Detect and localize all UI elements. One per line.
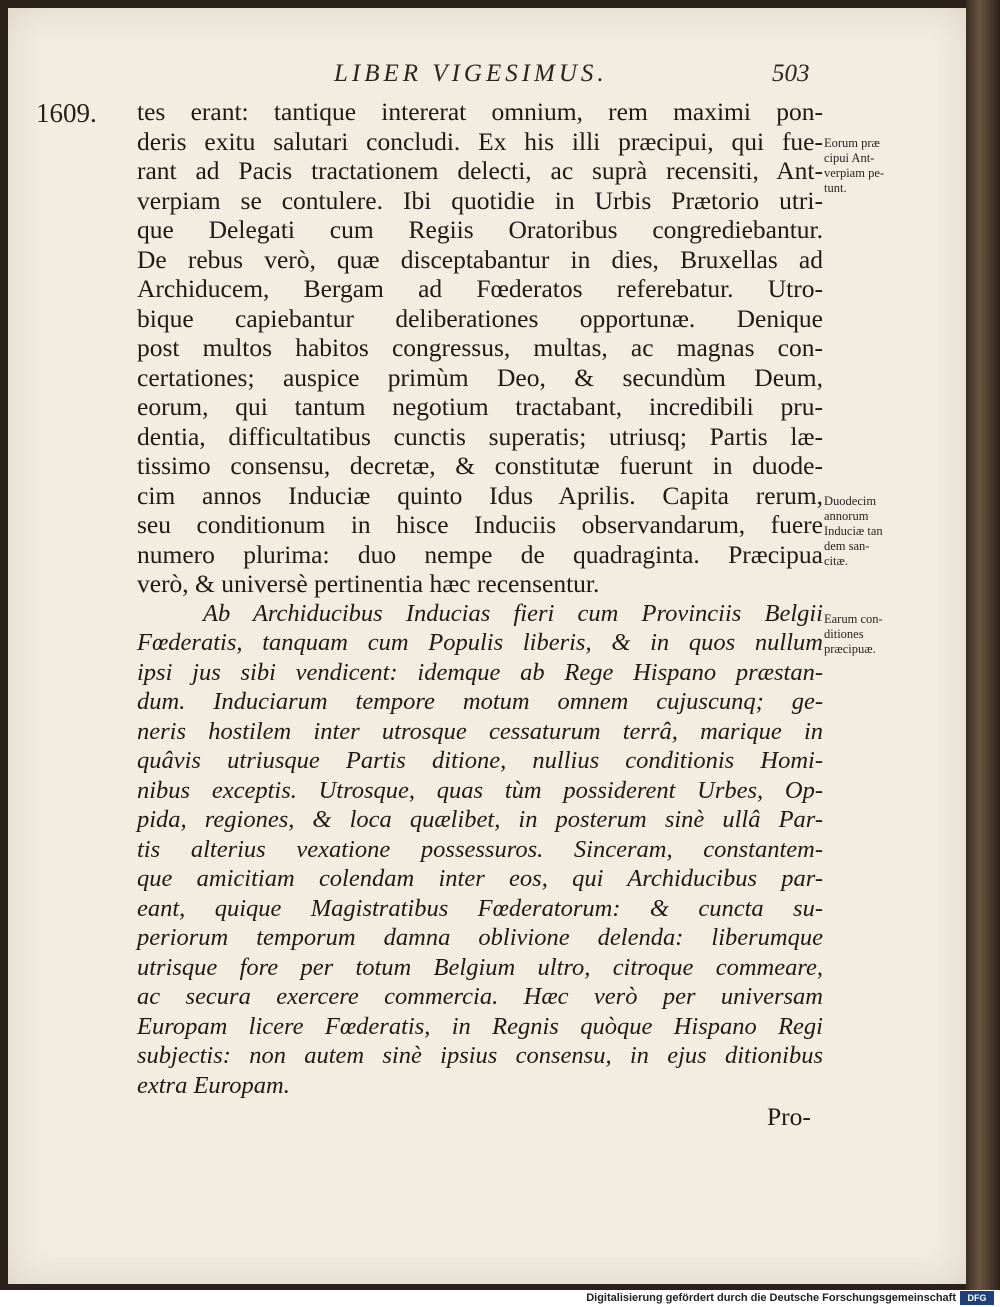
marginal-note-line: annorum xyxy=(824,509,869,523)
book-edge xyxy=(966,0,1000,1290)
italic-text-line: que amicitiam colendam inter eos, qui Archiducibus par- xyxy=(137,865,823,892)
text-line: tissimo consensu, decretæ, & constitutæ fuerunt in duode- xyxy=(137,451,823,480)
marginal-note-line: tunt. xyxy=(824,181,847,195)
italic-text-line: periorum temporum damna oblivione delenda: liberumque xyxy=(137,924,823,951)
year-marker: 1609. xyxy=(36,98,97,128)
main-text xyxy=(137,97,823,1100)
catchword: Pro- xyxy=(767,1102,811,1131)
running-head: LIBER VIGESIMUS. xyxy=(334,60,608,87)
text-line: eorum, qui tantum negotium tractabant, incredibili pru- xyxy=(137,392,823,421)
marginal-note-line: cipui Ant- xyxy=(824,151,875,165)
italic-text-line: Fœderatis, tanquam cum Populis liberis, & in quos nullum xyxy=(137,629,823,656)
text-line: que Delegati cum Regiis Oratoribus congrediebantur. xyxy=(137,215,823,244)
italic-text-line: neris hostilem inter utrosque cessaturum terrâ, marique in xyxy=(137,717,823,745)
text-line: bique capiebantur deliberationes opportunæ. Denique xyxy=(137,303,823,333)
italic-text-line: ac secura exercere commercia. Hæc verò per universam xyxy=(137,983,823,1010)
text-line: seu conditionum in hisce Induciis observandarum, fuere xyxy=(137,510,823,539)
italic-text-line: pida, regiones, & loca quælibet, in posterum sinè ullâ Par- xyxy=(137,806,823,833)
page-header xyxy=(8,60,966,94)
marginal-note-line: citæ. xyxy=(824,554,848,568)
page-number: 503 xyxy=(772,60,810,87)
italic-text-line: tis alterius vexatione possessuros. Sinceram, constantem- xyxy=(137,835,823,863)
marginal-note-line: verpiam pe- xyxy=(824,166,885,180)
italic-text-line: dum. Induciarum tempore motum omnem cujuscunq; ge- xyxy=(137,688,823,715)
text-line: dentia, difficultatibus cunctis superatis; utriusq; Partis læ- xyxy=(137,421,823,451)
text-line: post multos habitos congressus, multas, ac magnas con- xyxy=(137,333,823,362)
italic-text-line: utrisque fore per totum Belgium ultro, citroque commeare, xyxy=(137,953,823,981)
italic-text-line: extra Europam. xyxy=(137,1071,290,1099)
text-line: Archiducem, Bergam ad Fœderatos referebatur. Utro- xyxy=(137,274,823,303)
marginal-note xyxy=(824,136,924,196)
italic-text-line: quâvis utriusque Partis ditione, nullius conditionis Homi- xyxy=(137,747,823,774)
text-line: tes erant: tantique intererat omnium, rem maximi pon- xyxy=(137,97,823,126)
marginal-note-line: Duodecim xyxy=(824,494,877,508)
italic-text-line: subjectis: non autem sinè ipsius consensu, in ejus ditionibus xyxy=(137,1042,823,1069)
marginal-note-line: dem san- xyxy=(824,539,870,553)
italic-text-line: nibus exceptis. Utrosque, quas tùm possiderent Urbes, Op- xyxy=(137,776,823,804)
text-line: rant ad Pacis tractationem delecti, ac suprà recensiti, Ant- xyxy=(137,156,823,185)
italic-text-line: Europam licere Fœderatis, in Regnis quòque Hispano Regi xyxy=(137,1012,823,1040)
text-line: cim annos Induciæ quinto Idus Aprilis. Capita rerum, xyxy=(137,480,823,510)
text-line: verpiam se contulere. Ibi quotidie in Urbis Prætorio utri- xyxy=(137,185,823,215)
text-line: numero plurima: duo nempe de quadraginta. Præcipua xyxy=(137,539,823,569)
dfg-logo: DFG xyxy=(960,1291,994,1305)
marginal-note xyxy=(824,494,924,569)
funding-credit: Digitalisierung gefördert durch die Deutsche Forschungsgemeinschaft xyxy=(586,1292,956,1304)
text-line: deris exitu salutari concludi. Ex his illi præcipui, qui fue- xyxy=(137,126,823,156)
marginal-note-line: ditiones xyxy=(824,627,864,641)
text-line: certationes; auspice primùm Deo, & secundùm Deum, xyxy=(137,362,823,392)
text-line: De rebus verò, quæ disceptabantur in dies, Bruxellas ad xyxy=(137,244,823,274)
marginal-note-line: Induciæ tan xyxy=(824,524,883,538)
text-line: verò, & universè pertinentia hæc recensentur. xyxy=(137,569,600,598)
marginal-note-line: Eorum præ xyxy=(824,136,880,150)
book-page xyxy=(8,8,966,1284)
marginal-note-line: Earum con- xyxy=(824,612,883,626)
marginal-note-line: præcipuæ. xyxy=(824,642,876,656)
marginal-note xyxy=(824,612,924,657)
italic-text-line: eant, quique Magistratibus Fœderatorum: & cuncta su- xyxy=(137,894,823,922)
italic-text-line: Ab Archiducibus Inducias fieri cum Provinciis Belgii xyxy=(203,599,823,627)
italic-text-line: ipsi jus sibi vendicent: idemque ab Rege Hispano præstan- xyxy=(137,658,823,686)
